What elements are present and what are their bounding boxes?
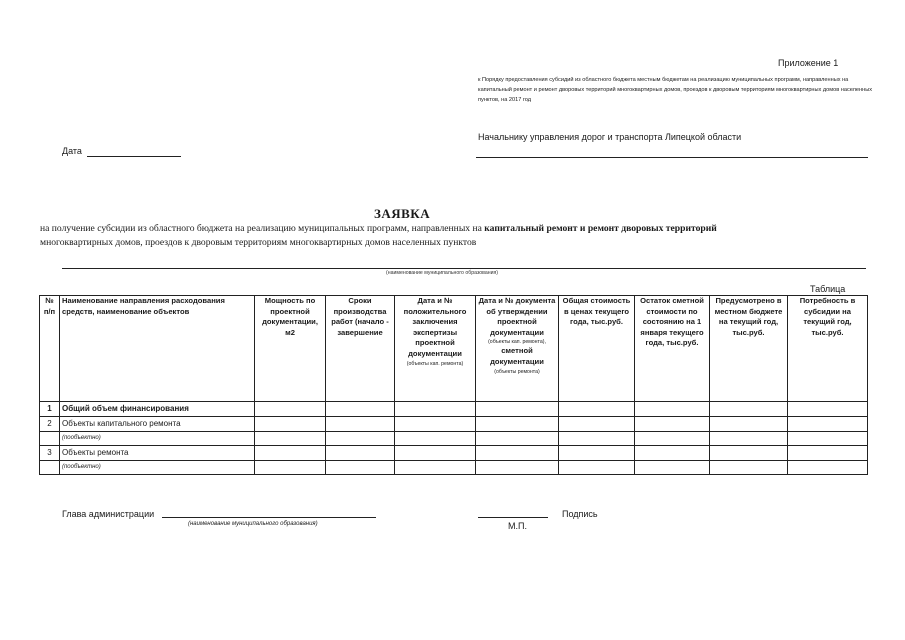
table-cell[interactable] (395, 417, 476, 432)
row-num: 1 (40, 402, 60, 417)
approval-note-2: (объекты ремонта) (494, 368, 540, 375)
table-cell[interactable] (710, 432, 788, 446)
row-name: (пообъектно) (60, 461, 255, 475)
row-name: Общий объем финансирования (60, 402, 255, 417)
signature-label: Подпись (562, 509, 598, 519)
col-header-approval (476, 296, 559, 402)
expertise-note: (объекты кап. ремонта) (406, 360, 464, 367)
approval-text: Дата и № документа об утверждении проектной документации (478, 296, 556, 337)
col-header-name: Наименование направления расходования средств, наименование объектов (60, 296, 255, 402)
table-header-row (40, 296, 868, 402)
table-cell[interactable] (788, 417, 868, 432)
table-row (40, 432, 868, 446)
municipal-name-field[interactable] (62, 268, 866, 269)
document-title: ЗАЯВКА (374, 206, 431, 221)
municipal-caption: (наименование муниципального образования) (386, 270, 499, 276)
head-of-administration-label: Глава администрации (62, 509, 155, 519)
table-row (40, 446, 868, 461)
row-num (40, 432, 60, 446)
subject-bold: капитальный ремонт и ремонт дворовых территорий (484, 223, 717, 234)
row-num: 2 (40, 417, 60, 432)
row-num: 3 (40, 446, 60, 461)
signature-field[interactable] (478, 517, 548, 518)
table-cell[interactable] (326, 432, 395, 446)
head-caption: (наименование муниципального образования) (188, 521, 318, 527)
head-of-administration-field[interactable] (162, 517, 376, 518)
table-cell[interactable] (255, 446, 326, 461)
row-name: Объекты капитального ремонта (60, 417, 255, 432)
table-cell[interactable] (559, 432, 635, 446)
date-label: Дата (62, 146, 82, 156)
col-header-terms: Сроки производства работ (начало - завершение (326, 296, 395, 402)
col-header-subsidy-need: Потребность в субсидии на текущий год, тыс.руб. (788, 296, 868, 402)
table-cell[interactable] (635, 417, 710, 432)
table-cell[interactable] (788, 446, 868, 461)
recipient-underline (476, 157, 868, 158)
subject-line-1 (40, 223, 717, 234)
table-cell[interactable] (326, 417, 395, 432)
date-field[interactable] (87, 156, 181, 157)
application-table (39, 295, 868, 475)
table-cell[interactable] (559, 402, 635, 417)
table-cell[interactable] (326, 461, 395, 475)
table-row (40, 461, 868, 475)
table-row (40, 417, 868, 432)
table-cell[interactable] (255, 402, 326, 417)
table-cell[interactable] (255, 432, 326, 446)
col-header-total-cost: Общая стоимость в ценах текущего года, тыс.руб. (559, 296, 635, 402)
subject-prefix: на получение субсидии из областного бюджета на реализацию муниципальных программ, направленных на (40, 223, 482, 234)
seal-label: М.П. (508, 521, 527, 531)
table-cell[interactable] (710, 446, 788, 461)
row-name: Объекты ремонта (60, 446, 255, 461)
table-cell[interactable] (476, 461, 559, 475)
recipient-line-text: Начальнику управления дорог и транспорта Липецкой области (478, 132, 742, 142)
table-cell[interactable] (635, 432, 710, 446)
table-cell[interactable] (326, 446, 395, 461)
approval-note: (объекты кап. ремонта), (488, 339, 546, 346)
col-header-remaining-cost: Остаток сметной стоимости по состоянию на 1 января текущего года, тыс.руб. (635, 296, 710, 402)
col-header-num: № п/п (40, 296, 60, 402)
table-cell[interactable] (255, 461, 326, 475)
table-cell[interactable] (395, 432, 476, 446)
table-cell[interactable] (710, 461, 788, 475)
table-cell[interactable] (559, 417, 635, 432)
table-cell[interactable] (635, 461, 710, 475)
table-cell[interactable] (559, 446, 635, 461)
row-name: (пообъектно) (60, 432, 255, 446)
appendix-note: к Порядку предоставления субсидий из областного бюджета местным бюджетам на реализацию муниципальных программ, направленных на капитальный ремонт и ремонт дворовых территорий многоквартирных домов, проездов к дворовым территориям многоквартирных домов населенных пунктов, на 2017 год (478, 77, 873, 103)
table-cell[interactable] (559, 461, 635, 475)
subject-line-2: многоквартирных домов, проездов к дворовым территориям многоквартирных домов населенных пунктов (40, 237, 477, 248)
table-cell[interactable] (635, 402, 710, 417)
table-cell[interactable] (395, 446, 476, 461)
approval-text-2: сметной документации (490, 346, 544, 366)
table-cell[interactable] (255, 417, 326, 432)
col-header-capacity: Мощность по проектной документации, м2 (255, 296, 326, 402)
expertise-text: Дата и № положительного заключения экспертизы проектной документации (403, 296, 467, 358)
table-cell[interactable] (476, 432, 559, 446)
table-cell[interactable] (476, 446, 559, 461)
table-cell[interactable] (710, 417, 788, 432)
col-header-expertise (395, 296, 476, 402)
table-cell[interactable] (395, 402, 476, 417)
table-cell[interactable] (788, 402, 868, 417)
table-label: Таблица (810, 284, 846, 294)
table-cell[interactable] (476, 402, 559, 417)
table-cell[interactable] (710, 402, 788, 417)
table-cell[interactable] (476, 417, 559, 432)
table-cell[interactable] (788, 461, 868, 475)
table-cell[interactable] (635, 446, 710, 461)
row-num (40, 461, 60, 475)
col-header-local-budget: Предусмотрено в местном бюджете на текущий год, тыс.руб. (710, 296, 788, 402)
table-cell[interactable] (395, 461, 476, 475)
table-row (40, 402, 868, 417)
table-cell[interactable] (326, 402, 395, 417)
appendix-title: Приложение 1 (778, 58, 839, 68)
table-cell[interactable] (788, 432, 868, 446)
